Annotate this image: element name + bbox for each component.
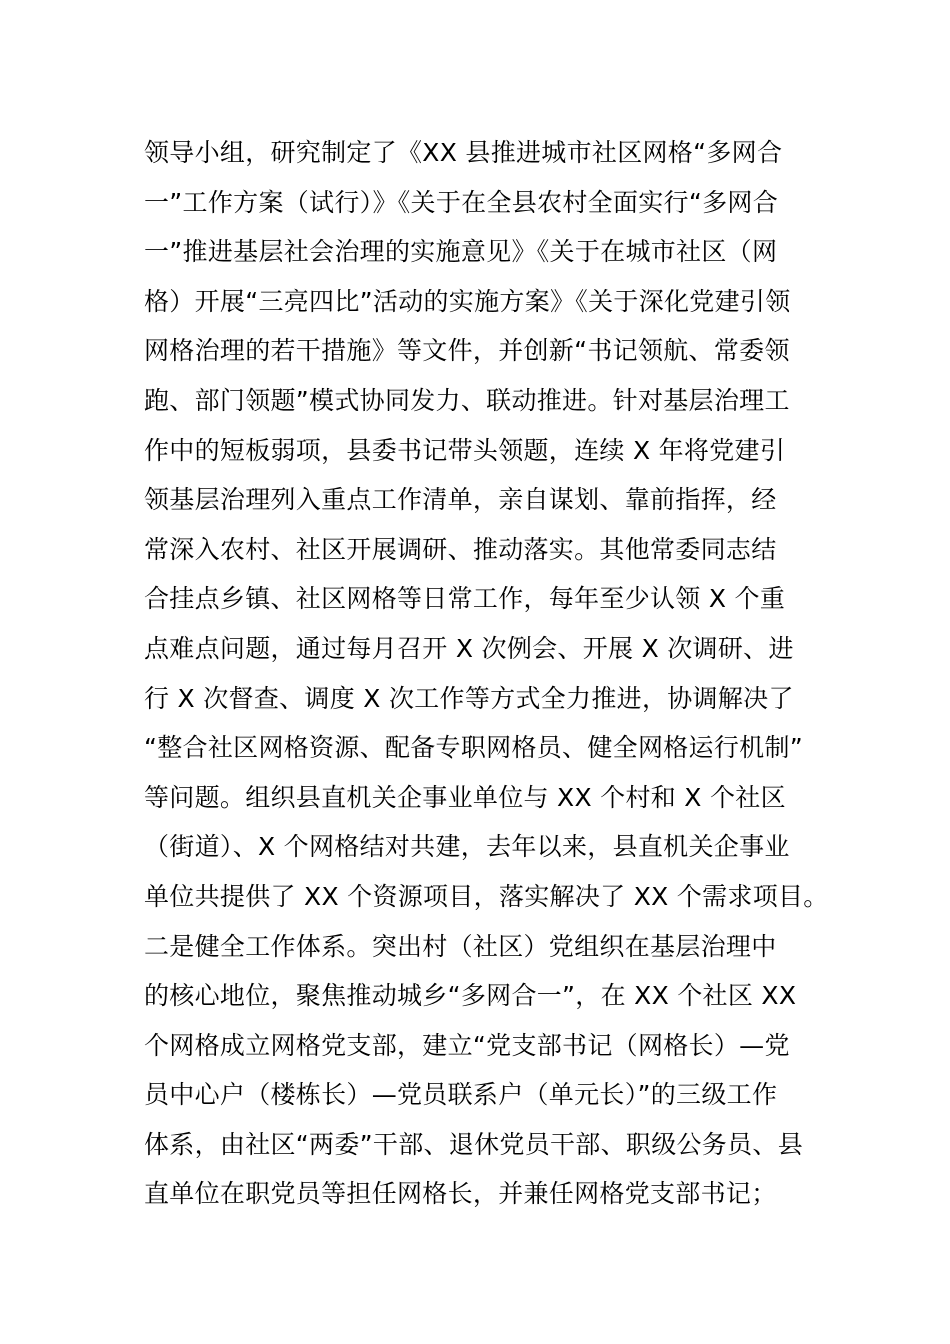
text-line: 一”工作方案（试行）》《关于在全县农村全面实行“多网合 bbox=[144, 187, 779, 217]
text-line: 单位共提供了 XX 个资源项目，落实解决了 XX 个需求项目。 bbox=[144, 881, 829, 911]
text-line: 个网格成立网格党支部，建立“党支部书记（网格长）—党 bbox=[144, 1030, 790, 1060]
text-line: 行 X 次督查、调度 X 次工作等方式全力推进，协调解决了 bbox=[144, 683, 794, 713]
text-line: 常深入农村、社区开展调研、推动落实。其他常委同志结 bbox=[144, 534, 777, 564]
body-paragraph bbox=[144, 128, 834, 1219]
text-line: 体系，由社区“两委”干部、退休党员干部、职级公务员、县 bbox=[144, 1129, 804, 1159]
text-line: 跑、部门领题”模式协同发力、联动推进。针对基层治理工 bbox=[144, 385, 790, 415]
text-line: 格）开展“三亮四比”活动的实施方案》《关于深化党建引领 bbox=[144, 286, 791, 316]
text-line: 员中心户（楼栋长）—党员联系户（单元长）”的三级工作 bbox=[144, 1080, 778, 1110]
text-line: 二是健全工作体系。突出村（社区）党组织在基层治理中 bbox=[144, 931, 777, 961]
text-line: “整合社区网格资源、配备专职网格员、健全网格运行机制” bbox=[144, 733, 804, 763]
text-line: 点难点问题，通过每月召开 X 次例会、开展 X 次调研、进 bbox=[144, 633, 794, 663]
text-line: （街道）、X 个网格结对共建，去年以来，县直机关企事业 bbox=[144, 832, 790, 862]
text-line: 网格治理的若干措施》等文件，并创新“书记领航、常委领 bbox=[144, 336, 790, 366]
text-line: 直单位在职党员等担任网格长，并兼任网格党支部书记； bbox=[144, 1179, 777, 1209]
text-line: 领导小组，研究制定了《XX 县推进城市社区网格“多网合 bbox=[144, 138, 783, 167]
text-line: 领基层治理列入重点工作清单，亲自谋划、靠前指挥，经 bbox=[144, 485, 777, 515]
text-line: 等问题。组织县直机关企事业单位与 XX 个村和 X 个社区 bbox=[144, 782, 786, 812]
text-line: 合挂点乡镇、社区网格等日常工作，每年至少认领 X 个重 bbox=[144, 584, 786, 614]
text-line: 作中的短板弱项，县委书记带头领题，连续 X 年将党建引 bbox=[144, 435, 786, 465]
text-line: 的核心地位，聚焦推动城乡“多网合一”，在 XX 个社区 XX bbox=[144, 981, 797, 1011]
text-line: 一”推进基层社会治理的实施意见》《关于在城市社区（网 bbox=[144, 237, 778, 267]
